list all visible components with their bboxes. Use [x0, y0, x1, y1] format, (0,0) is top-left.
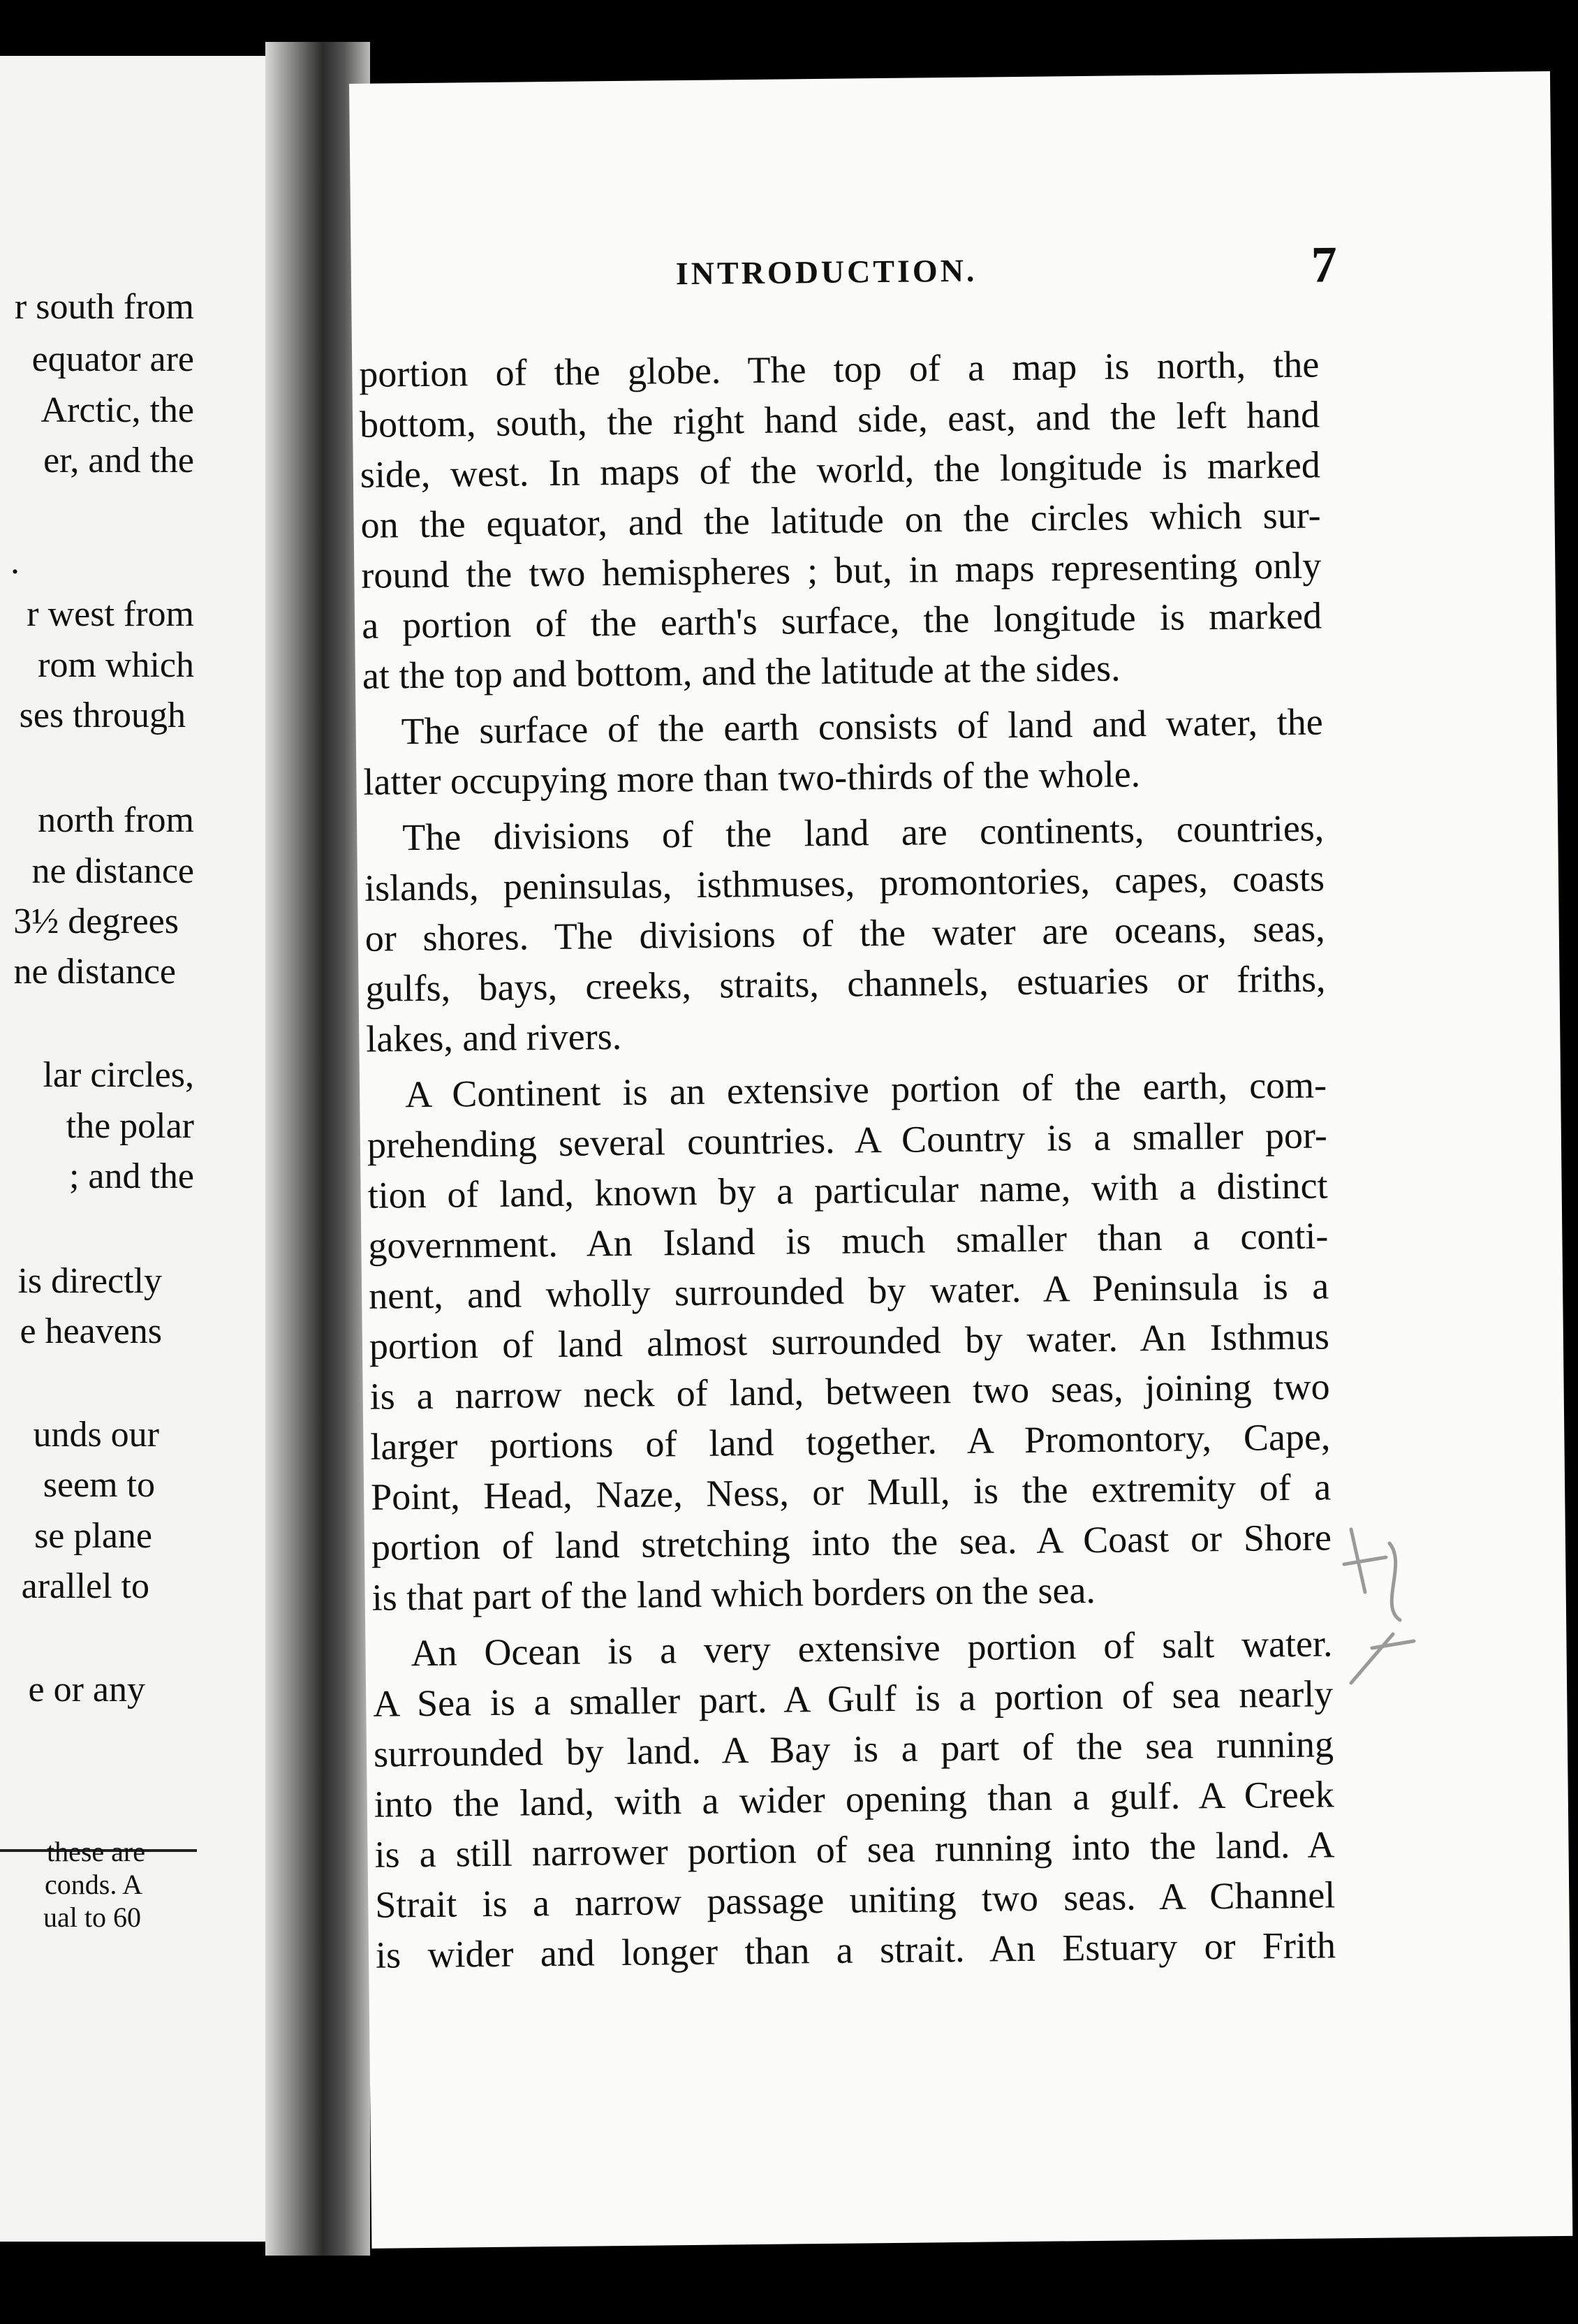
left-page: [0, 56, 279, 2242]
text-line: portion of land stretching into the sea. A Coast or Shore: [371, 1516, 1332, 1568]
left-page-line: equator are: [31, 339, 194, 379]
text-line: at the top and bottom, and the latitude at the sides.: [362, 647, 1121, 697]
text-line: a portion of the earth's surface, the longitude is marked: [361, 594, 1322, 647]
left-page-line: ; and the: [68, 1156, 194, 1196]
text-line: or shores. The divisions of the water are oceans, seas,: [364, 907, 1326, 959]
text-line: side, west. In maps of the world, the longitude is marked: [360, 443, 1321, 496]
text-line: The surface of the earth consists of land and water, the: [401, 700, 1323, 753]
text-line: A Continent is an extensive portion of the earth, com-: [404, 1064, 1327, 1116]
text-line: An Ocean is a very extensive portion of salt water.: [411, 1622, 1333, 1675]
text-line: is a still narrower portion of sea running into the land. A: [374, 1823, 1335, 1876]
text-line: The divisions of the land are continents, countries,: [401, 807, 1325, 859]
text-line: gulfs, bays, creeks, straits, channels, estuaries or friths,: [365, 957, 1326, 1010]
left-page-line: the polar: [66, 1106, 194, 1146]
text-line: islands, peninsulas, isthmuses, promontories, capes, coasts: [364, 857, 1325, 909]
left-page-line: rom which: [38, 645, 194, 685]
text-line: lakes, and rivers.: [366, 1015, 622, 1060]
left-page-line: seem to: [43, 1465, 155, 1505]
left-page-line: is directly: [17, 1261, 162, 1301]
left-page-line: e heavens: [20, 1311, 162, 1351]
paragraph: [362, 696, 1323, 807]
left-page-line: ne distance: [13, 952, 176, 992]
text-line: government. An Island is much smaller than a conti-: [368, 1214, 1329, 1267]
text-line: prehending several countries. A Country is a smaller por-: [367, 1114, 1328, 1166]
text-line: nent, and wholly surrounded by water. A Peninsula is a: [368, 1265, 1329, 1317]
text-line: round the two hemispheres ; but, in maps representing only: [361, 544, 1322, 596]
text-line: latter occupying more than two-thirds of the whole.: [363, 753, 1141, 803]
left-page-line: er, and the: [43, 441, 194, 480]
text-line: A Sea is a smaller part. A Gulf is a portion of sea nearly: [372, 1672, 1334, 1725]
pencil-annotation: [1323, 1501, 1428, 1697]
left-page-line: .: [10, 542, 20, 582]
left-page-line: ses through: [19, 696, 186, 735]
left-page-line: e or any: [28, 1670, 145, 1709]
paragraph: [359, 339, 1322, 700]
text-line: Strait is a narrow passage uniting two seas. A Channel: [374, 1874, 1336, 1926]
text-line: into the land, with a wider opening than a gulf. A Creek: [374, 1773, 1335, 1825]
text-line: bottom, south, the right hand side, east, and the left hand: [359, 393, 1320, 446]
text-line: Point, Head, Naze, Ness, or Mull, is the extremity of a: [370, 1466, 1332, 1518]
text-line: surrounded by land. A Bay is a part of the sea running: [373, 1723, 1334, 1775]
paragraph: [372, 1618, 1336, 1980]
right-page: [349, 71, 1572, 2249]
text-line: is a narrow neck of land, between two seas, joining two: [369, 1365, 1330, 1418]
left-footnote-line: conds. A: [45, 1869, 142, 1900]
left-page-line: r west from: [27, 594, 194, 634]
paragraph: [367, 1059, 1332, 1622]
running-head: INTRODUCTION.: [675, 252, 978, 292]
page-number: 7: [1311, 236, 1338, 294]
text-line: is wider and longer than a strait. An Estuary or Frith: [375, 1924, 1336, 1976]
text-line: on the equator, and the latitude on the circles which sur-: [360, 494, 1321, 546]
left-page-line: north from: [38, 800, 194, 840]
left-page-line: Arctic, the: [40, 390, 194, 430]
text-line: portion of land almost surrounded by water. An Isthmus: [369, 1315, 1330, 1367]
left-footnote-line: ual to 60: [43, 1902, 141, 1933]
left-page-line: ne distance: [31, 851, 194, 891]
left-page-line: se plane: [34, 1516, 152, 1556]
paragraph: [364, 802, 1327, 1064]
left-page-line: arallel to: [21, 1566, 149, 1606]
left-page-line: r south from: [14, 287, 194, 327]
text-line: is that part of the land which borders on the sea.: [371, 1568, 1096, 1619]
text-line: portion of the globe. The top of a map is north, the: [359, 343, 1320, 395]
text-line: tion of land, known by a particular name, with a distinct: [367, 1164, 1328, 1216]
left-page-line: lar circles,: [43, 1055, 194, 1095]
left-page-line: 3½ degrees: [13, 902, 179, 941]
page-body: [359, 339, 1336, 1980]
text-line: larger portions of land together. A Promontory, Cape,: [370, 1415, 1331, 1468]
left-footnote-line: these are: [46, 1836, 145, 1867]
left-page-line: unds our: [33, 1415, 159, 1455]
